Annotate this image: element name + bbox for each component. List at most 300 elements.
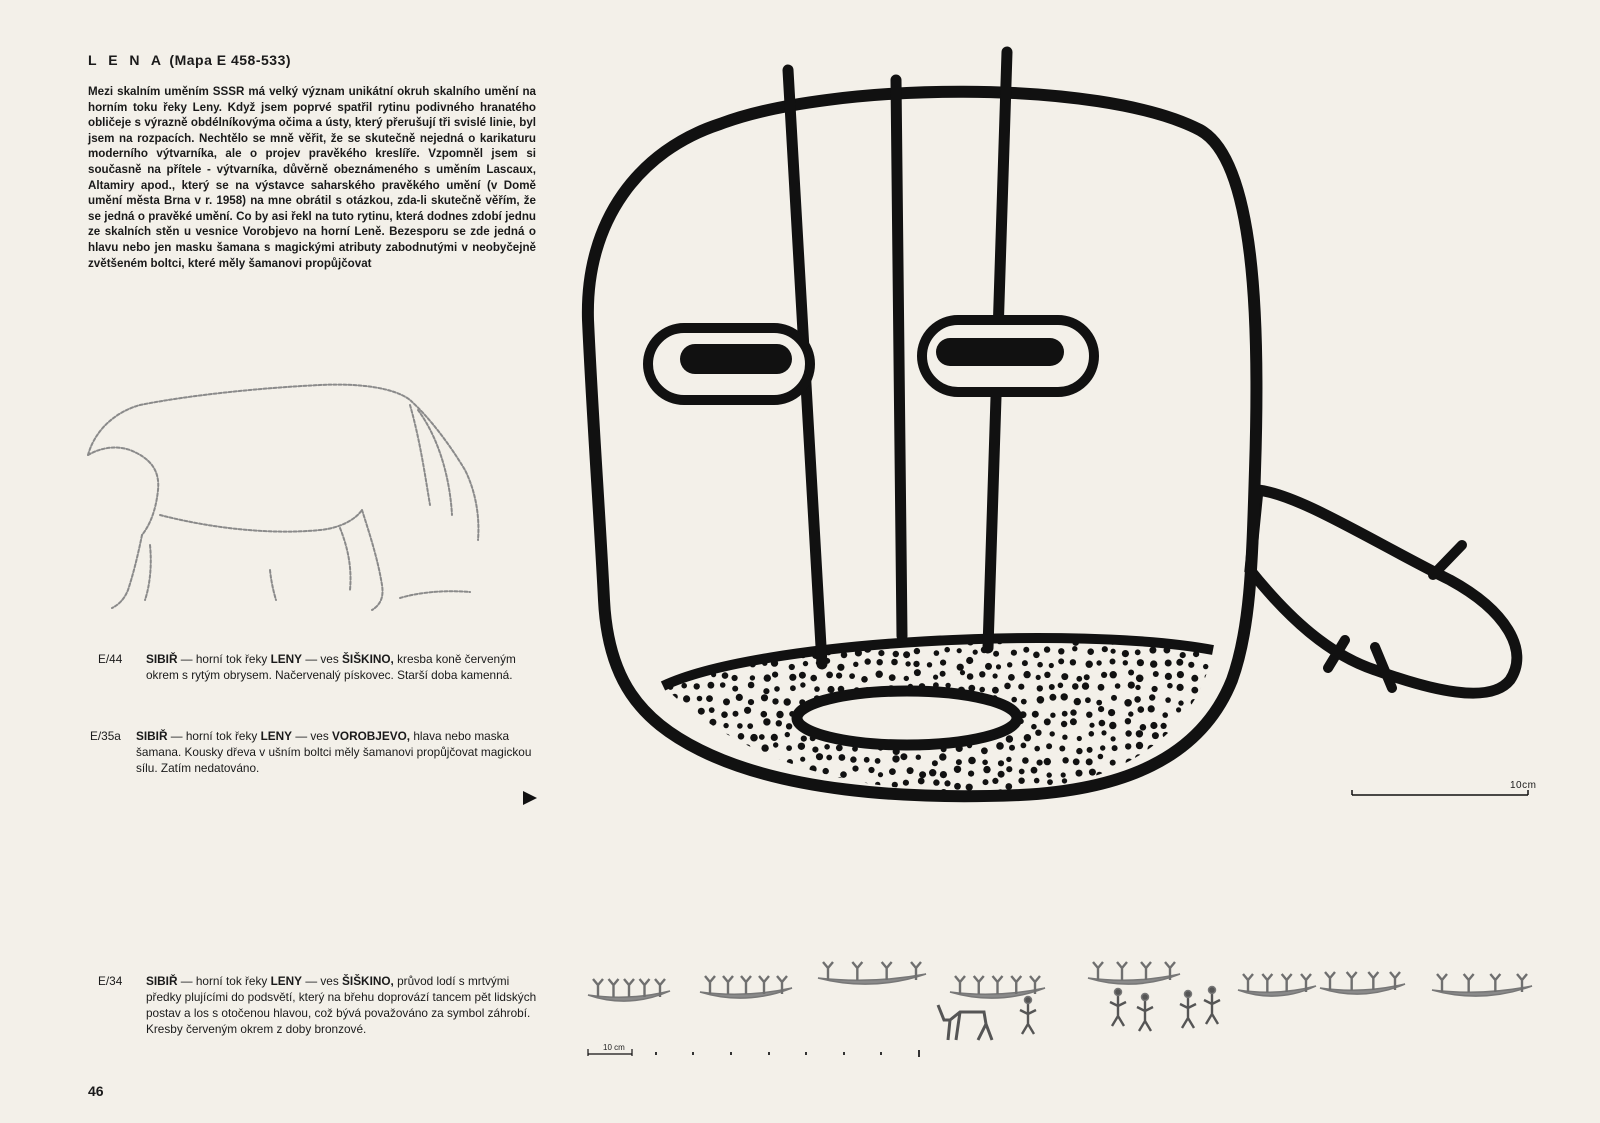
stipple-dot <box>888 791 894 797</box>
stipple-dot <box>1164 749 1170 755</box>
stipple-dot <box>933 675 938 680</box>
boat-figure <box>1141 962 1151 980</box>
stipple-dot <box>762 661 767 666</box>
stipple-dot <box>1136 730 1143 737</box>
stipple-dot <box>1204 709 1212 717</box>
stipple-dot <box>840 771 847 778</box>
stipple-dot <box>1111 695 1117 701</box>
stipple-dot <box>685 670 691 676</box>
stipple-dot <box>1061 673 1068 680</box>
stipple-dot <box>697 770 702 775</box>
stipple-dot <box>1164 647 1171 654</box>
stipple-dot <box>1047 779 1053 785</box>
stipple-dot <box>787 783 795 791</box>
stipple-dot <box>1217 766 1224 773</box>
caption-region: SIBIŘ <box>136 729 168 743</box>
stipple-dot <box>745 768 751 774</box>
stipple-dot <box>957 648 962 653</box>
stipple-dot <box>824 744 830 750</box>
stipple-dot <box>906 694 912 700</box>
stipple-dot <box>1073 784 1079 790</box>
stipple-dot <box>914 648 920 654</box>
stipple-dot <box>892 705 899 712</box>
stipple-dot <box>933 682 939 688</box>
stipple-dot <box>826 755 832 761</box>
boat-figure <box>1347 972 1357 990</box>
stipple-dot <box>1011 697 1017 703</box>
stipple-dot <box>1004 683 1011 690</box>
stipple-dot <box>1050 713 1055 718</box>
stipple-dot <box>799 793 805 799</box>
stipple-dot <box>1089 769 1096 776</box>
stipple-dot <box>1096 700 1102 706</box>
stipple-dot <box>1070 709 1076 715</box>
stipple-dot <box>732 686 738 692</box>
stipple-dot <box>1150 722 1157 729</box>
stipple-dot <box>824 697 830 703</box>
stipple-dot <box>1085 634 1092 641</box>
caption-ref: E/34 <box>98 974 123 988</box>
stipple-dot <box>721 661 728 668</box>
stipple-dot <box>965 793 972 800</box>
stipple-dot <box>694 669 700 675</box>
stipple-dot <box>1123 660 1128 665</box>
stipple-dot <box>865 636 872 643</box>
stipple-dot <box>672 694 678 700</box>
stipple-dot <box>944 647 950 653</box>
stipple-dot <box>878 706 884 712</box>
stipple-dot <box>1059 633 1067 641</box>
stipple-dot <box>712 662 718 668</box>
stipple-dot <box>744 707 751 714</box>
boat-figure <box>1093 962 1103 980</box>
stipple-dot <box>1152 686 1158 692</box>
stipple-dot <box>1200 687 1206 693</box>
stipple-dot <box>667 664 674 671</box>
caption-text <box>146 651 538 683</box>
stipple-dot <box>890 695 897 702</box>
stipple-dot <box>1089 723 1094 728</box>
stipple-dot <box>680 639 687 646</box>
stipple-dot <box>992 706 998 712</box>
stipple-dot <box>683 695 690 702</box>
stipple-dot <box>762 755 768 761</box>
stipple-dot <box>1125 730 1131 736</box>
mask-scale-label: 10cm <box>1510 780 1537 791</box>
stipple-dot <box>855 649 862 656</box>
stipple-dot <box>680 719 686 725</box>
boat-figure <box>640 979 650 997</box>
boat-figure <box>1282 974 1292 992</box>
stipple-dot <box>680 651 686 657</box>
stipple-dot <box>1114 794 1120 800</box>
stipple-dot <box>1149 647 1156 654</box>
stipple-dot <box>903 651 910 658</box>
stipple-dot <box>723 734 730 741</box>
stipple-dot <box>996 664 1001 669</box>
stipple-dot <box>996 721 1003 728</box>
caption-ref: E/44 <box>98 652 123 666</box>
stipple-dot <box>1006 757 1011 762</box>
stipple-dot <box>1031 724 1037 730</box>
stipple-dot <box>1073 758 1080 765</box>
stipple-dot <box>914 669 921 676</box>
dancer-head <box>1185 991 1192 998</box>
caption-dash: — horní tok řeky <box>177 974 271 988</box>
stipple-dot <box>1127 780 1134 787</box>
stipple-dot <box>893 651 899 657</box>
stipple-dot <box>1102 636 1107 641</box>
stipple-dot <box>749 779 755 785</box>
stipple-dot <box>668 789 675 796</box>
mask-left-eye <box>648 328 810 400</box>
stipple-dot <box>1037 662 1043 668</box>
stipple-dot <box>1191 699 1198 706</box>
boats-dot-row <box>655 1050 920 1057</box>
stipple-dot <box>1135 769 1143 777</box>
stipple-dot <box>1178 756 1185 763</box>
boat-figure <box>1243 974 1253 992</box>
stipple-dot <box>1058 658 1064 664</box>
stipple-dot <box>1148 745 1156 753</box>
stipple-dot <box>823 705 830 712</box>
stipple-dot <box>1149 795 1155 801</box>
stipple-dot <box>968 757 976 765</box>
stipple-dot <box>1098 706 1104 712</box>
stipple-dot <box>828 636 834 642</box>
stipple-dot <box>1049 795 1056 802</box>
stipple-dot <box>862 707 868 713</box>
stipple-dot <box>956 698 963 705</box>
caption-region: SIBIŘ <box>146 652 178 666</box>
stipple-dot <box>801 779 807 785</box>
stipple-dot <box>1125 743 1131 749</box>
stipple-dot <box>1178 746 1185 753</box>
stipple-dot <box>998 771 1005 778</box>
stipple-dot <box>708 682 715 689</box>
stipple-dot <box>658 646 664 652</box>
stipple-dot <box>1022 757 1029 764</box>
stipple-dot <box>774 768 781 775</box>
heading-map-reference: (Mapa E 458-533) <box>165 52 292 68</box>
stipple-dot <box>956 745 963 752</box>
stipple-dot <box>681 745 686 750</box>
stipple-dot <box>786 793 791 798</box>
stipple-dot <box>788 768 795 775</box>
stipple-dot <box>979 687 985 693</box>
stipple-dot <box>810 735 816 741</box>
stipple-dot <box>786 745 792 751</box>
stipple-dot <box>801 736 807 742</box>
stipple-dot <box>1148 705 1155 712</box>
stipple-dot <box>1037 760 1043 766</box>
stipple-dot <box>1005 783 1012 790</box>
boat-figure <box>741 976 751 994</box>
stipple-dot <box>1205 674 1210 679</box>
stipple-dot <box>724 753 731 760</box>
caption-description: kresba koně červeným okrem s rytým obrysem. Načervenalý pískovec. Starší doba kamenná. <box>146 652 516 682</box>
mask-right-eye <box>922 320 1094 392</box>
elk-figure <box>938 1005 992 1040</box>
stipple-dot <box>1049 663 1054 668</box>
stipple-dot <box>1061 772 1066 777</box>
stipple-dot <box>712 747 717 752</box>
stipple-dot <box>861 676 868 683</box>
stipple-dot <box>1046 743 1052 749</box>
stipple-dot <box>789 674 796 681</box>
stipple-dot <box>694 730 700 736</box>
stipple-dot <box>658 778 664 784</box>
stipple-dot <box>1024 734 1031 741</box>
stipple-dot <box>759 734 765 740</box>
stipple-dot <box>855 637 861 643</box>
boat-figure <box>1368 972 1378 990</box>
stipple-dot <box>1099 720 1106 727</box>
stipple-dot <box>849 794 855 800</box>
stipple-dot <box>913 661 919 667</box>
stipple-dot <box>1101 792 1107 798</box>
stipple-dot <box>801 713 806 718</box>
stipple-dot <box>810 765 817 772</box>
stipple-dot <box>712 778 719 785</box>
stipple-dot <box>661 721 666 726</box>
stipple-dot <box>829 792 835 798</box>
stipple-dot <box>1216 661 1222 667</box>
stipple-dot <box>1108 709 1115 716</box>
boat-figure <box>759 976 769 994</box>
stipple-dot <box>1098 754 1104 760</box>
stipple-dot <box>1008 674 1015 681</box>
dancer-figure <box>1180 998 1196 1028</box>
stipple-dot <box>798 724 804 730</box>
stipple-dot <box>1201 635 1208 642</box>
stipple-dot <box>1088 794 1093 799</box>
stipple-dot <box>840 718 846 724</box>
section-heading <box>88 52 291 68</box>
stipple-dot <box>1072 646 1077 651</box>
stipple-dot <box>1166 754 1172 760</box>
stipple-dot <box>943 723 950 730</box>
stipple-dot <box>750 675 755 680</box>
stipple-dot <box>1200 698 1206 704</box>
stipple-dot <box>694 723 701 730</box>
stipple-dot <box>720 645 727 652</box>
stipple-dot <box>828 734 834 740</box>
stipple-dot <box>855 731 861 737</box>
stipple-dot <box>836 640 842 646</box>
stipple-dot <box>966 657 973 664</box>
stipple-dot <box>1190 778 1197 785</box>
stipple-dot <box>1179 778 1185 784</box>
stipple-dot <box>1043 636 1050 643</box>
stipple-dot <box>721 711 728 718</box>
stipple-dot <box>812 712 819 719</box>
stipple-dot <box>982 724 988 730</box>
boat-figure <box>1011 976 1021 994</box>
stipple-dot <box>1161 796 1168 803</box>
stipple-dot <box>878 724 884 730</box>
stipple-dot <box>854 693 861 700</box>
stipple-dot <box>902 742 910 750</box>
stipple-dot <box>711 650 717 656</box>
stipple-dot <box>967 695 973 701</box>
stipple-dot <box>993 673 998 678</box>
stipple-dot <box>952 729 959 736</box>
stipple-dot <box>799 699 805 705</box>
stipple-dot <box>1180 652 1186 658</box>
stipple-dot <box>709 719 716 726</box>
stipple-dot <box>931 792 937 798</box>
stipple-dot <box>697 696 703 702</box>
stipple-dot <box>980 792 987 799</box>
boat-figure <box>911 962 921 980</box>
stipple-dot <box>732 675 738 681</box>
stipple-dot <box>915 732 921 738</box>
stipple-dot <box>1044 646 1050 652</box>
stipple-dot <box>709 754 715 760</box>
stipple-dot <box>875 796 882 803</box>
stipple-dot <box>960 670 965 675</box>
stipple-dot <box>940 771 947 778</box>
stipple-dot <box>823 768 829 774</box>
stipple-dot <box>732 660 739 667</box>
dancer-figure <box>1020 1004 1036 1034</box>
stipple-dot <box>798 743 805 750</box>
stipple-dot <box>1177 671 1184 678</box>
stipple-dot <box>696 790 702 796</box>
stipple-dot <box>1074 790 1080 796</box>
stipple-dot <box>1072 639 1079 646</box>
stipple-dot <box>1135 649 1141 655</box>
stipple-dot <box>853 687 860 694</box>
stipple-dot <box>761 694 768 701</box>
ear-sticks <box>1328 545 1462 688</box>
stipple-dot <box>889 768 896 775</box>
stipple-dot <box>993 651 999 657</box>
stipple-dot <box>1019 769 1025 775</box>
stipple-dot <box>968 771 974 777</box>
stipple-dot <box>852 746 858 752</box>
stipple-dot <box>800 757 805 762</box>
dancer-figure <box>1204 994 1220 1024</box>
stipple-dot <box>750 734 758 742</box>
stipple-dot <box>889 719 894 724</box>
stipple-dot <box>869 695 874 700</box>
stipple-dot <box>887 729 895 737</box>
stipple-dot <box>1102 646 1108 652</box>
stipple-dot <box>1049 694 1056 701</box>
stipple-dot <box>1110 671 1117 678</box>
stipple-dot <box>855 706 862 713</box>
stipple-dot <box>1215 699 1220 704</box>
stipple-dot <box>867 742 873 748</box>
stipple-dot <box>878 745 884 751</box>
boat-figure <box>777 976 787 994</box>
stipple-dot <box>723 790 728 795</box>
stipple-dot <box>985 639 992 646</box>
stipple-dot <box>1050 731 1055 736</box>
stipple-dot <box>1037 696 1045 704</box>
stipple-dot <box>668 778 674 784</box>
stipple-dot <box>785 732 790 737</box>
stipple-dot <box>905 793 910 798</box>
stipple-dot <box>929 636 936 643</box>
stipple-dot <box>709 707 715 713</box>
stipple-dot <box>772 672 778 678</box>
stipple-dot <box>790 685 796 691</box>
stipple-dot <box>931 733 938 740</box>
stipple-dot <box>1111 649 1116 654</box>
stipple-dot <box>929 718 936 725</box>
stipple-dot <box>1061 721 1067 727</box>
mask-outline <box>588 92 1257 796</box>
stipple-dot <box>1165 772 1170 777</box>
stipple-dot <box>673 767 680 774</box>
stipple-dot <box>879 635 885 641</box>
stipple-dot <box>1177 732 1182 737</box>
stipple-dot <box>920 708 927 715</box>
mask-mouth <box>797 691 1017 745</box>
stipple-dot <box>849 673 855 679</box>
stipple-dot <box>920 636 926 642</box>
stipple-dot <box>659 675 665 681</box>
stipple-dot <box>1200 759 1207 766</box>
stipple-dot <box>1138 706 1145 713</box>
stipple-dot <box>1124 699 1132 707</box>
stipple-dot <box>657 638 662 643</box>
stipple-dot <box>880 689 885 694</box>
stipple-dot <box>865 658 871 664</box>
stipple-dot <box>992 695 998 701</box>
stipple-dot <box>887 685 895 693</box>
stipple-dot <box>841 710 847 716</box>
stipple-dot <box>1218 677 1223 682</box>
caption-river: LENY <box>260 729 293 743</box>
continue-arrow-icon <box>523 791 537 805</box>
stipple-dot <box>733 711 739 717</box>
stipple-dot <box>1163 732 1169 738</box>
stipple-dot <box>655 755 661 761</box>
stipple-dot <box>967 638 974 645</box>
stipple-dot <box>1167 640 1173 646</box>
stipple-dot <box>1084 779 1091 786</box>
stipple-dot <box>771 659 778 666</box>
stipple-dot <box>1128 711 1133 716</box>
boat-figure <box>993 976 1003 994</box>
stipple-dot <box>711 672 716 677</box>
boat-figure <box>1517 974 1527 992</box>
stipple-dot <box>732 790 739 797</box>
boat-hull <box>1238 986 1316 996</box>
stipple-dot <box>1135 754 1142 761</box>
stipple-dot <box>736 694 743 701</box>
stipple-dot <box>1059 746 1065 752</box>
stipple-dot <box>919 771 926 778</box>
stipple-dot <box>917 744 923 750</box>
stipple-dot <box>982 760 988 766</box>
dancer-head <box>1025 997 1032 1004</box>
stipple-dot <box>720 638 726 644</box>
stipple-dot <box>1161 723 1167 729</box>
stipple-dot <box>862 720 868 726</box>
stipple-dot <box>1153 768 1160 775</box>
stipple-dot <box>761 711 768 718</box>
stipple-dot <box>1200 791 1207 798</box>
stipple-dot <box>1177 684 1184 691</box>
stipple-dot <box>979 671 985 677</box>
stipple-dot <box>1165 697 1171 703</box>
stipple-dot <box>1188 795 1194 801</box>
